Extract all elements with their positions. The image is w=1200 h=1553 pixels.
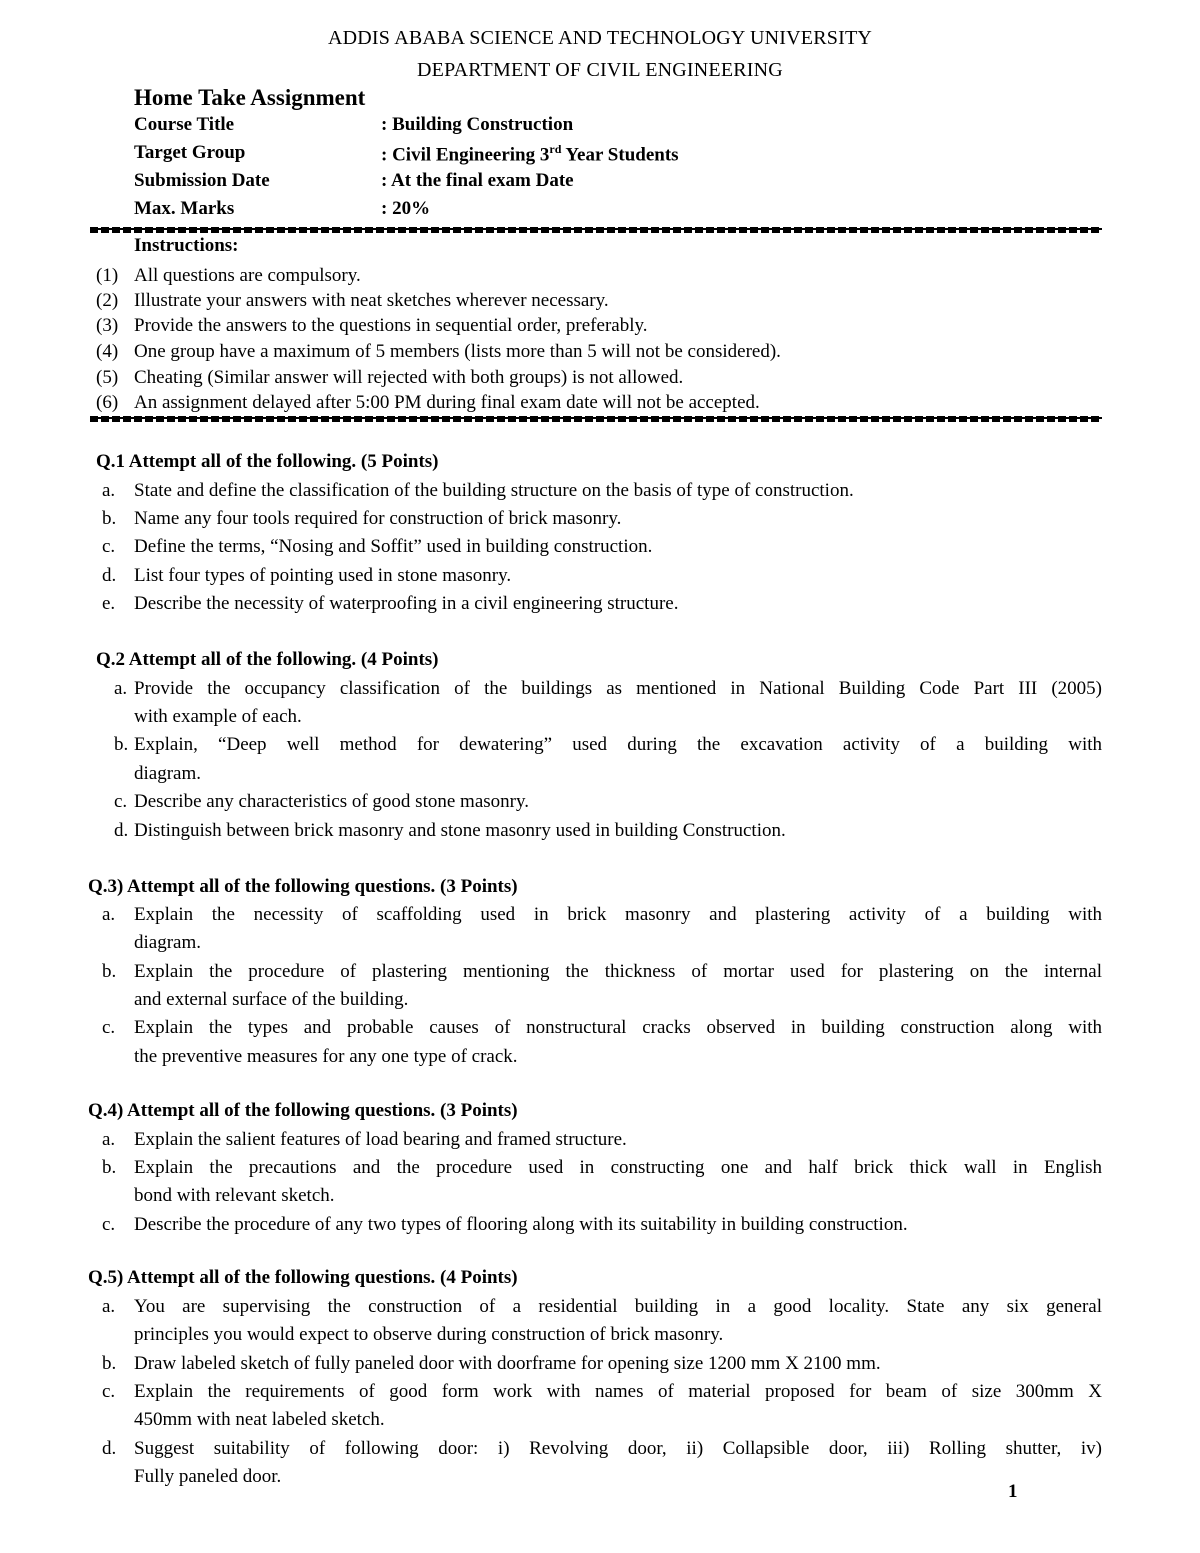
question-item-continued: 450mm with neat labeled sketch. [134,1409,385,1430]
question-item: Describe any characteristics of good stone masonry. [134,791,529,812]
list-marker: (6) [96,392,119,413]
question-item: Suggest suitability of following door: i) Revolving door, ii) Collapsible door, iii) Rolling shutter, iv) [134,1438,1102,1459]
question-item: You are supervising the construction of a residential building in a good locality. State any six general [134,1296,1102,1317]
question-heading: Q.1 Attempt all of the following. (5 Points) [96,451,439,472]
question-item: Describe the procedure of any two types of flooring along with its suitability in building construction. [134,1214,908,1235]
list-marker: (4) [96,341,119,362]
question-item: Explain the requirements of good form work with names of material proposed for beam of size 300mm X [134,1381,1102,1402]
item-marker: b. [114,734,129,755]
question-item-continued: diagram. [134,932,202,953]
list-item: Illustrate your answers with neat sketches wherever necessary. [134,290,609,311]
item-marker: b. [102,1353,117,1374]
instructions-heading: Instructions: [134,235,239,256]
department-name: DEPARTMENT OF CIVIL ENGINEERING [417,59,783,81]
question-item: Name any four tools required for construction of brick masonry. [134,508,622,529]
item-marker: a. [102,904,116,925]
divider-top [90,227,1102,233]
item-marker: c. [102,1017,116,1038]
question-item: Provide the occupancy classification of the buildings as mentioned in National Building Code Part III (2005) [134,678,1102,699]
item-marker: d. [102,1438,117,1459]
page-number: 1 [1008,1481,1018,1502]
question-item-continued: bond with relevant sketch. [134,1185,335,1206]
question-item: Describe the necessity of waterproofing in a civil engineering structure. [134,593,679,614]
question-item-continued: diagram. [134,763,202,784]
item-marker: b. [102,961,117,982]
item-marker: d. [102,565,117,586]
item-marker: d. [114,820,129,841]
info-label: Submission Date [134,170,270,191]
list-marker: (1) [96,265,119,286]
list-marker: (5) [96,367,119,388]
item-marker: c. [114,791,128,812]
list-item: An assignment delayed after 5:00 PM during final exam date will not be accepted. [134,392,760,413]
list-item: All questions are compulsory. [134,265,361,286]
question-heading: Q.2 Attempt all of the following. (4 Points) [96,649,439,670]
list-marker: (2) [96,290,119,311]
list-marker: (3) [96,315,119,336]
info-label: Course Title [134,114,235,135]
question-item-continued: Fully paneled door. [134,1466,282,1487]
item-marker: c. [102,536,116,557]
question-heading: Q.5) Attempt all of the following questions. (4 Points) [88,1267,518,1288]
question-item: Explain the types and probable causes of nonstructural cracks observed in building construction along with [134,1017,1102,1038]
question-item: Explain the salient features of load bearing and framed structure. [134,1129,627,1150]
item-marker: a. [102,1296,116,1317]
info-value: : Civil Engineering 3rd Year Students [381,142,679,166]
item-marker: b. [102,1157,117,1178]
item-marker: a. [114,678,128,699]
list-item: Provide the answers to the questions in sequential order, preferably. [134,315,648,336]
item-marker: e. [102,593,116,614]
question-item: List four types of pointing used in stone masonry. [134,565,512,586]
item-marker: b. [102,508,117,529]
question-heading: Q.4) Attempt all of the following questions. (3 Points) [88,1100,518,1121]
question-item-continued: the preventive measures for any one type of crack. [134,1046,518,1067]
info-label: Max. Marks [134,198,235,219]
question-heading: Q.3) Attempt all of the following questions. (3 Points) [88,876,518,897]
item-marker: a. [102,480,116,501]
question-item-continued: with example of each. [134,706,302,727]
assignment-title: Home Take Assignment [134,85,366,110]
item-marker: a. [102,1129,116,1150]
question-item-continued: principles you would expect to observe during construction of brick masonry. [134,1324,724,1345]
question-item: State and define the classification of the building structure on the basis of type of construction. [134,480,854,501]
question-item: Explain, “Deep well method for dewatering” used during the excavation activity of a building with [134,734,1102,755]
list-item: Cheating (Similar answer will rejected with both groups) is not allowed. [134,367,684,388]
question-item: Distinguish between brick masonry and stone masonry used in building Construction. [134,820,786,841]
divider-bottom [90,416,1102,422]
info-value: : 20% [381,198,431,219]
item-marker: c. [102,1381,116,1402]
question-item: Explain the precautions and the procedure used in constructing one and half brick thick wall in English [134,1157,1102,1178]
info-value: : Building Construction [381,114,574,135]
item-marker: c. [102,1214,116,1235]
question-item-continued: and external surface of the building. [134,989,409,1010]
question-item: Explain the necessity of scaffolding used in brick masonry and plastering activity of a building with [134,904,1102,925]
list-item: One group have a maximum of 5 members (lists more than 5 will not be considered). [134,341,781,362]
info-label: Target Group [134,142,246,163]
question-item: Explain the procedure of plastering mentioning the thickness of mortar used for plastering on the internal [134,961,1102,982]
info-value: : At the final exam Date [381,170,574,191]
university-name: ADDIS ABABA SCIENCE AND TECHNOLOGY UNIVERSITY [327,27,873,49]
question-item: Draw labeled sketch of fully paneled door with doorframe for opening size 1200 mm X 2100 mm. [134,1353,881,1374]
question-item: Define the terms, “Nosing and Soffit” used in building construction. [134,536,653,557]
